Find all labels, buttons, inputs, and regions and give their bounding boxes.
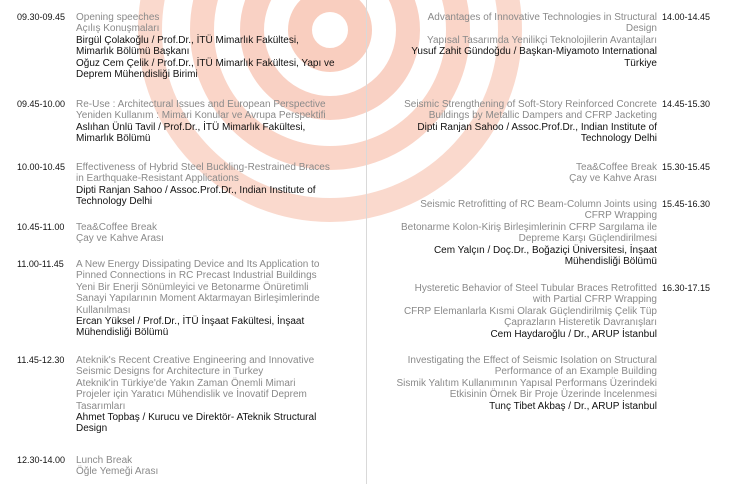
slot-content (372, 12, 657, 69)
talk-title-en: Advantages of Innovative Technologies in Structural (427, 12, 657, 23)
talk-title-tr: Etkisinin Örnek Bir Proje Üzerinde İncelenmesi (449, 389, 657, 401)
slot-content (372, 162, 657, 185)
talk-title-en: Re-Use : Architectural Issues and European Perspective (76, 99, 326, 110)
slot-content (76, 99, 366, 145)
slot-time: 11.45-12.30 (17, 355, 65, 365)
talk-title-tr: Yeni Bir Enerji Sönümleyici ve Betonarme Önüretimli (76, 281, 309, 293)
slot-time: 16.30-17.15 (662, 283, 711, 293)
talk-title-tr: Çay ve Kahve Arası (76, 233, 164, 245)
slot-content (372, 283, 657, 340)
talk-title-en: Hysteretic Behavior of Steel Tubular Braces Retrofitted (414, 283, 657, 294)
talk-title-tr: Ateknik'in Türkiye'de Yakın Zaman Önemli Mimari (76, 377, 296, 389)
slot-content (76, 162, 366, 208)
talk-title-en: Seismic Retrofitting of RC Beam-Column Joints using (420, 199, 657, 210)
column-divider (366, 0, 367, 484)
speaker-line: Ercan Yüksel / Prof.Dr., İTÜ İnşaat Fakültesi, İnşaat (76, 316, 305, 328)
speaker-line: Mühendisliği Bölümü (564, 256, 657, 268)
talk-title-tr: Depreme Karşı Güçlendirilmesi (518, 233, 657, 245)
talk-title-en: Pinned Connections in RC Precast Industrial Buildings (76, 270, 317, 282)
talk-title-tr: Öğle Yemeği Arası (76, 466, 159, 478)
speaker-line: Dipti Ranjan Sahoo / Assoc.Prof.Dr., Indian Institute of (76, 184, 316, 196)
talk-title-tr: Yapısal Tasarımda Yenilikçi Teknolojilerin Avantajları (427, 34, 657, 46)
talk-title-en: Lunch Break (76, 455, 133, 466)
talk-title-tr: Sismik Yalıtım Kullanımının Yapısal Performans Üzerindeki (396, 377, 657, 389)
slot-content (76, 222, 366, 245)
speaker-line: Ahmet Topbaş / Kurucu ve Direktör- ATeknik Structural (76, 412, 317, 424)
slot-time: 09.30-09.45 (17, 12, 66, 22)
speaker-line: Design (76, 423, 108, 435)
speaker-line: Aslıhan Ünlü Tavil / Prof.Dr., İTÜ Mimarlık Fakültesi, (76, 121, 306, 133)
talk-title-en: Buildings by Metallic Dampers and CFRP Jacketing (428, 110, 657, 122)
talk-title-tr: Betonarme Kolon-Kiriş Birleşimlerinin CFRP Sargılama ile (400, 221, 657, 233)
talk-title-en: Tea&Coffee Break (76, 222, 157, 233)
talk-title-en: Seismic Strengthening of Soft-Story Reinforced Concrete (404, 99, 657, 110)
talk-title-en: Tea&Coffee Break (576, 162, 657, 173)
speaker-line: Dipti Ranjan Sahoo / Assoc.Prof.Dr., Indian Institute of (417, 121, 657, 133)
talk-title-en: A New Energy Dissipating Device and Its Application to (76, 259, 320, 270)
talk-title-en: Investigating the Effect of Seismic Isolation on Structural (407, 355, 657, 366)
talk-title-tr: CFRP Elemanlarla Kısmi Olarak Güçlendirilmiş Çelik Tüp (403, 305, 657, 317)
speaker-line: Technology Delhi (580, 133, 657, 145)
talk-title-en: in Earthquake-Resistant Applications (76, 173, 239, 185)
talk-title-en: Effectiveness of Hybrid Steel Buckling-Restrained Braces (76, 162, 330, 173)
slot-time: 10.00-10.45 (17, 162, 66, 172)
slot-content (76, 355, 366, 435)
speaker-line: Mimarlık Bölümü (76, 133, 151, 145)
speaker-line: Türkiye (624, 57, 657, 69)
speaker-line: Deprem Mühendisliği Birimi (76, 69, 198, 81)
talk-title-en: Opening speeches (76, 12, 160, 23)
speaker-line: Technology Delhi (76, 196, 153, 208)
talk-title-en: CFRP Wrapping (584, 210, 657, 222)
talk-title-tr: Yeniden Kullanım : Mimari Konular ve Avrupa Perspektifi (76, 110, 326, 122)
slot-time: 09.45-10.00 (17, 99, 66, 109)
slot-time: 15.45-16.30 (662, 199, 711, 209)
talk-title-tr: Tasarımları (76, 400, 126, 412)
talk-title-en: Performance of an Example Building (494, 366, 657, 378)
speaker-line: Yusuf Zahit Gündoğdu / Başkan-Miyamoto International (411, 46, 657, 58)
slot-time: 12.30-14.00 (17, 455, 66, 465)
talk-title-en: Ateknik's Recent Creative Engineering and Innovative (76, 355, 315, 366)
talk-title-tr: Açılış Konuşmaları (76, 23, 160, 35)
slot-content (76, 455, 366, 478)
slot-content (372, 199, 657, 267)
speaker-line: Mimarlık Bölümü Başkanı (76, 46, 190, 58)
talk-title-tr: Çay ve Kahve Arası (569, 173, 657, 185)
speaker-line: Cem Haydaroğlu / Dr., ARUP İstanbul (490, 328, 657, 340)
speaker-line: Oğuz Cem Çelik / Prof.Dr., İTÜ Mimarlık Fakültesi, Yapı ve (76, 57, 335, 69)
slot-content (372, 99, 657, 145)
talk-title-tr: Kullanılması (76, 304, 131, 316)
talk-title-en: Design (625, 23, 657, 35)
slot-time: 10.45-11.00 (17, 222, 65, 232)
talk-title-tr: Sanayi Yapılarının Moment Aktarmayan Birleşimlerinde (76, 293, 320, 305)
talk-title-tr: Çaprazların Histeretik Davranışları (504, 317, 657, 329)
talk-title-en: with Partial CFRP Wrapping (532, 294, 657, 306)
slot-content (76, 12, 366, 80)
slot-content (76, 259, 366, 339)
speaker-line: Mühendisliği Bölümü (76, 327, 169, 339)
speaker-line: Tunç Tibet Akbaş / Dr., ARUP İstanbul (489, 400, 657, 412)
slot-time: 11.00-11.45 (17, 259, 64, 269)
talk-title-tr: Projeler için Yaratıcı Mühendislik ve İnovatif Deprem (76, 389, 307, 401)
slot-time: 15.30-15.45 (662, 162, 711, 172)
slot-time: 14.45-15.30 (662, 99, 711, 109)
speaker-line: Cem Yalçın / Doç.Dr., Boğaziçi Üniversitesi, İnşaat (433, 244, 657, 256)
talk-title-en: Seismic Designs for Architecture in Turkey (76, 366, 264, 378)
speaker-line: Birgül Çolakoğlu / Prof.Dr., İTÜ Mimarlık Fakültesi, (76, 34, 299, 46)
slot-time: 14.00-14.45 (662, 12, 711, 22)
slot-content (372, 355, 657, 412)
